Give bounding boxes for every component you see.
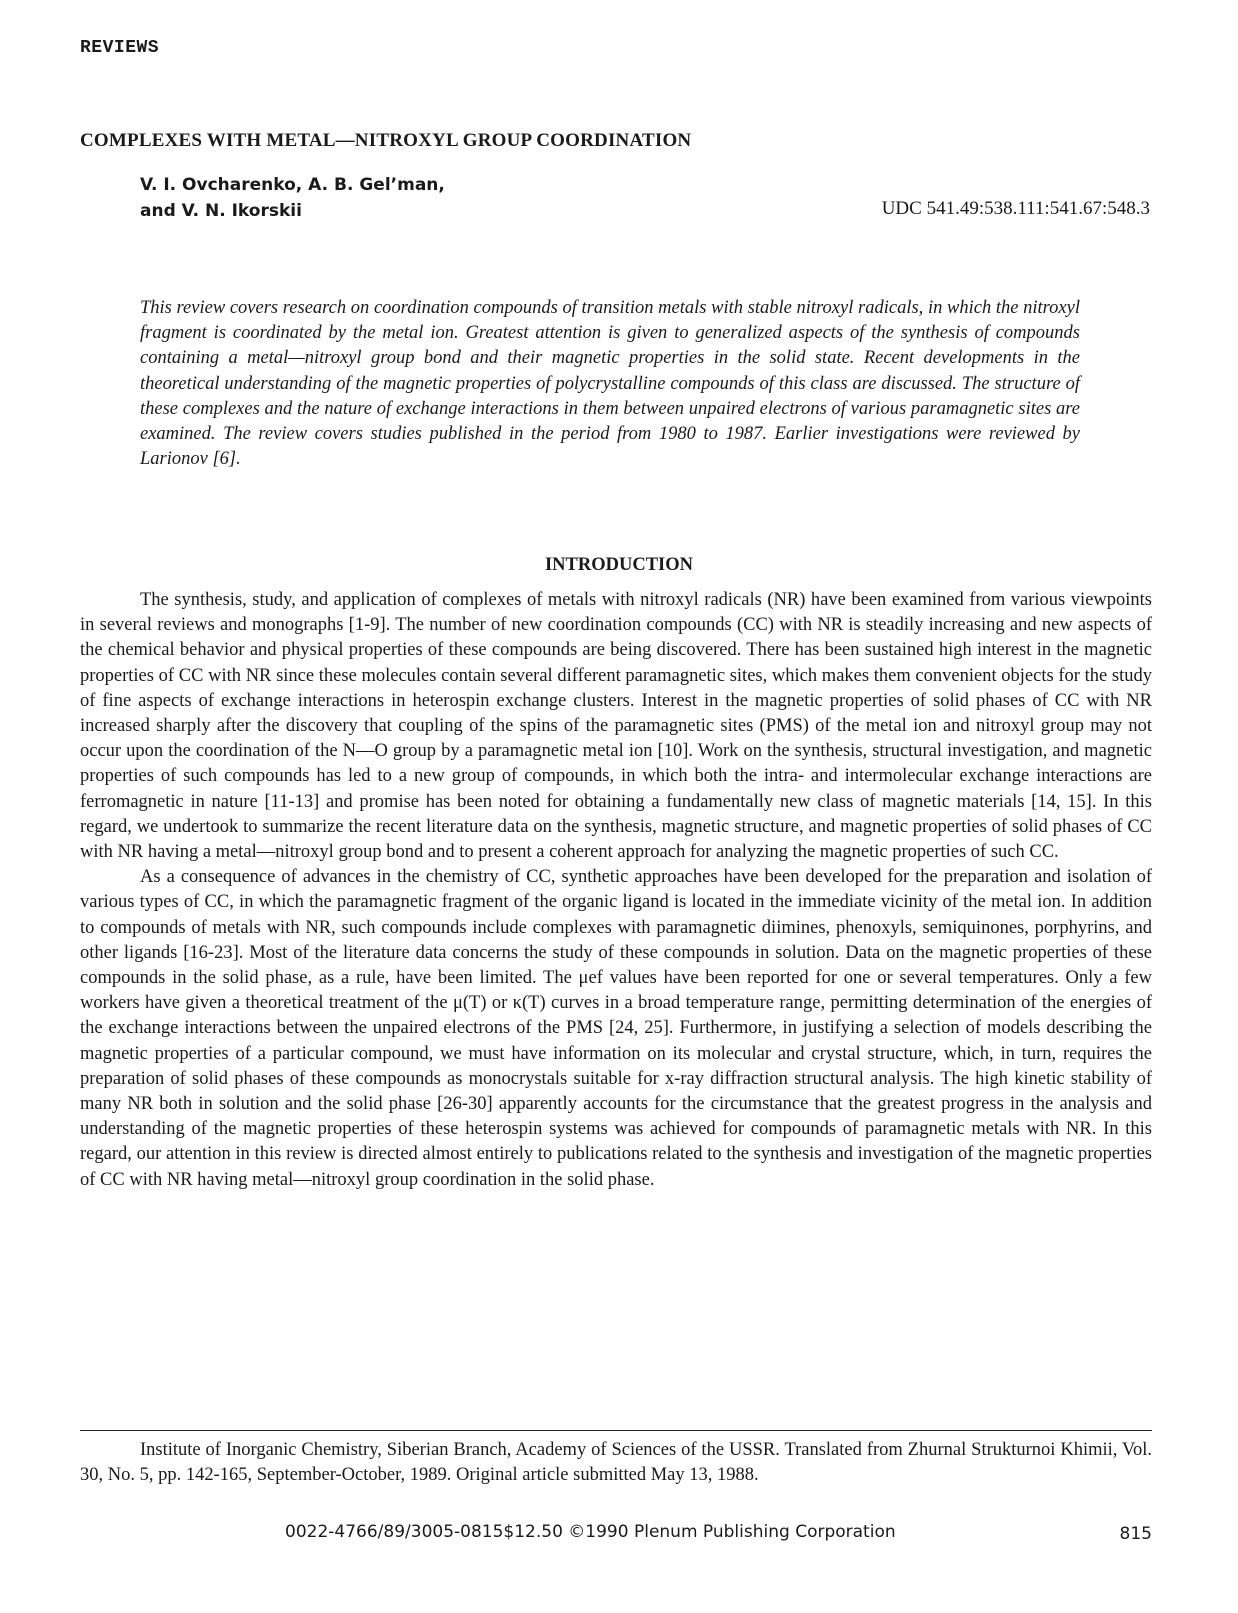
authors-line-2: and V. N. Ikorskii [140,201,302,221]
abstract: This review covers research on coordination compounds of transition metals with stable nitroxyl radicals, in which the nitroxyl fragment is coordinated by the metal ion. Greatest attention is given to generalized aspects of the synthesis of compounds containing a metal—nitroxyl group bond and their magnetic properties in the solid state. Recent developments in the theoretical understanding of the magnetic properties of polycrystalline compounds of this class are discussed. The structure of these complexes and the nature of exchange interactions in them between unpaired electrons of various paramagnetic sites are examined. The review covers studies published in the period from 1980 to 1987. Earlier investigations were reviewed by Larionov [6]. [140,298,1080,470]
article-title: COMPLEXES WITH METAL—NITROXYL GROUP COORDINATION [80,130,692,151]
copyright-line: 0022-4766/89/3005-0815$12.50 ©1990 Plenum Publishing Corporation [285,1522,896,1542]
paragraph: The synthesis, study, and application of complexes of metals with nitroxyl radicals (NR) have been examined from various viewpoints in several reviews and monographs [1-9]. The number of new coordination compounds (CC) with NR is steadily increasing and new aspects of the chemical behavior and physical properties of these compounds are being discovered. There has been sustained high interest in the magnetic properties of CC with NR since these molecules contain several different paramagnetic sites, which makes them convenient objects for the study of fine aspects of exchange interactions in heterospin exchange clusters. Interest in the magnetic properties of solid phases of CC with NR increased sharply after the discovery that coupling of the spins of the paramagnetic sites (PMS) of the metal ion and nitroxyl group may not occur upon the coordination of the N—O group by a paramagnetic metal ion [10]. Work on the synthesis, structural investigation, and magnetic properties of such compounds has led to a new group of compounds, in which both the intra- and intermolecular exchange interactions are ferromagnetic in nature [11-13] and promise has been noted for obtaining a fundamentally new class of magnetic materials [14, 15]. In this regard, we undertook to summarize the recent literature data on the synthesis, magnetic structure, and magnetic properties of solid phases of CC with NR having a metal—nitroxyl group bond and to present a coherent approach for analyzing the magnetic properties of such CC. [80,590,1152,863]
footnote: Institute of Inorganic Chemistry, Siberian Branch, Academy of Sciences of the USSR. Translated from Zhurnal Strukturnoi Khimii, Vol. 30, No. 5, pp. 142-165, September-October, 1989. Original article submitted May 13, 1988. [80,1440,1152,1485]
footnote-divider [80,1430,1152,1431]
authors-line-1: V. I. Ovcharenko, A. B. Gel’man, [140,175,445,195]
udc-code: UDC 541.49:538.111:541.67:548.3 [881,198,1150,219]
section-heading-introduction: INTRODUCTION [544,555,694,575]
page-number: 815 [1119,1524,1152,1544]
author-list [140,172,445,224]
paragraph: As a consequence of advances in the chemistry of CC, synthetic approaches have been developed for the preparation and isolation of various types of CC, in which the paramagnetic fragment of the organic ligand is located in the immediate vicinity of the metal ion. In addition to compounds of metals with NR, such compounds include complexes with paramagnetic diimines, phenoxyls, semiquinones, porphyrins, and other ligands [16-23]. Most of the literature data concerns the study of these compounds in solution. Data on the magnetic properties of these compounds in the solid phase, as a rule, have been limited. The μef values have been reported for one or several temperatures. Only a few workers have given a theoretical treatment of the μ(T) or κ(T) curves in a broad temperature range, permitting determination of the energies of the exchange interactions between the unpaired electrons of the PMS [24, 25]. Furthermore, in justifying a selection of models describing the magnetic properties of a particular compound, we must have information on its molecular and crystal structure, which, in turn, requires the preparation of solid phases of these compounds as monocrystals suitable for x-ray diffraction structural analysis. The high kinetic stability of many NR both in solution and the solid phase [26-30] apparently accounts for the circumstance that the greatest progress in the analysis and understanding of the magnetic properties of these heterospin systems was achieved for compounds of paramagnetic metals with NR. In this regard, our attention in this review is directed almost entirely to publications related to the synthesis and investigation of the magnetic properties of CC with NR having metal—nitroxyl group coordination in the solid phase. [80,867,1152,1190]
section-label: REVIEWS [80,38,160,58]
introduction-body [80,588,1152,1193]
